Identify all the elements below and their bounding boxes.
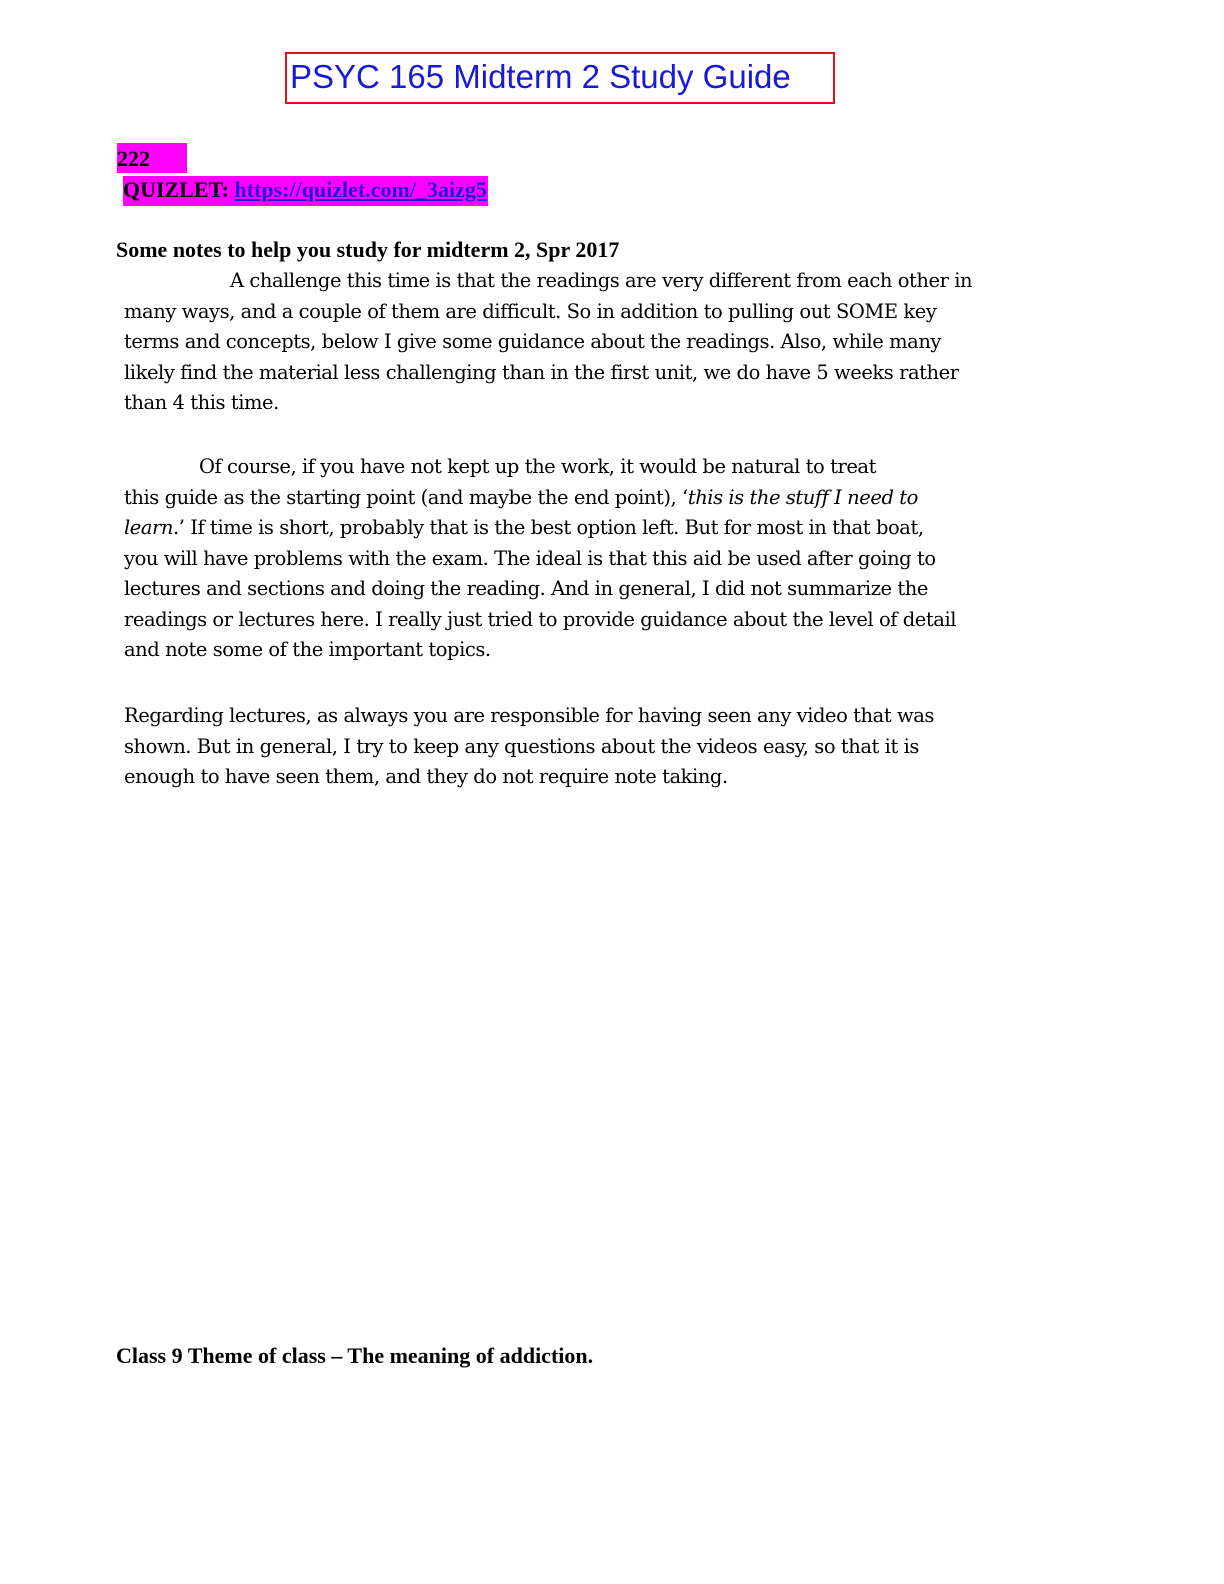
paragraph-line: likely find the material less challenging than in the first unit, we do have 5 weeks rather [124, 360, 959, 384]
paragraph-line: and note some of the important topics. [124, 638, 491, 661]
paragraph-line [124, 483, 1044, 514]
paragraph-line: terms and concepts, below I give some guidance about the readings. Also, while many [124, 330, 942, 353]
highlighted-number: 222 [117, 143, 187, 173]
line-text: .’ If time is short, probably that is the best option left. But for most in that boat, [173, 516, 924, 539]
paragraph-line: A challenge this time is that the readings are very different from each other in [230, 269, 973, 292]
quizlet-line [123, 176, 488, 206]
paragraph-line: than 4 this time. [124, 391, 279, 414]
paragraph-line [124, 513, 1044, 544]
notes-heading: Some notes to help you study for midterm 2, Spr 2017 [116, 237, 620, 262]
document-title: PSYC 165 Midterm 2 Study Guide [290, 58, 791, 95]
paragraph-line: lectures and sections and doing the reading. And in general, I did not summarize the [124, 577, 928, 600]
quizlet-label: QUIZLET: [123, 177, 229, 202]
paragraph-line: you will have problems with the exam. The ideal is that this aid be used after going to [124, 546, 936, 570]
paragraph-line: Regarding lectures, as always you are responsible for having seen any video that was [124, 704, 934, 727]
paragraph-lectures [124, 701, 1044, 793]
quizlet-link[interactable]: https://quizlet.com/_3aizg5 [234, 177, 487, 202]
paragraph-line: many ways, and a couple of them are difficult. So in addition to pulling out SOME key [124, 299, 937, 323]
paragraph-line: Of course, if you have not kept up the work, it would be natural to treat [199, 455, 876, 478]
paragraph-intro [124, 266, 1044, 419]
title-box [285, 52, 835, 104]
italic-quote: this is the stuff I need to [687, 485, 918, 509]
paragraph-line: readings or lectures here. I really just tried to provide guidance about the level of detail [124, 607, 957, 631]
italic-quote-end: learn [124, 516, 174, 539]
paragraph-line: enough to have seen them, and they do not require note taking. [124, 765, 728, 788]
paragraph-of-course [124, 452, 1044, 666]
paragraph-line: shown. But in general, I try to keep any questions about the videos easy, so that it is [124, 734, 919, 758]
class-heading: Class 9 Theme of class – The meaning of addiction. [116, 1343, 594, 1368]
line-text: this guide as the starting point (and maybe the end point), ‘ [124, 485, 688, 509]
